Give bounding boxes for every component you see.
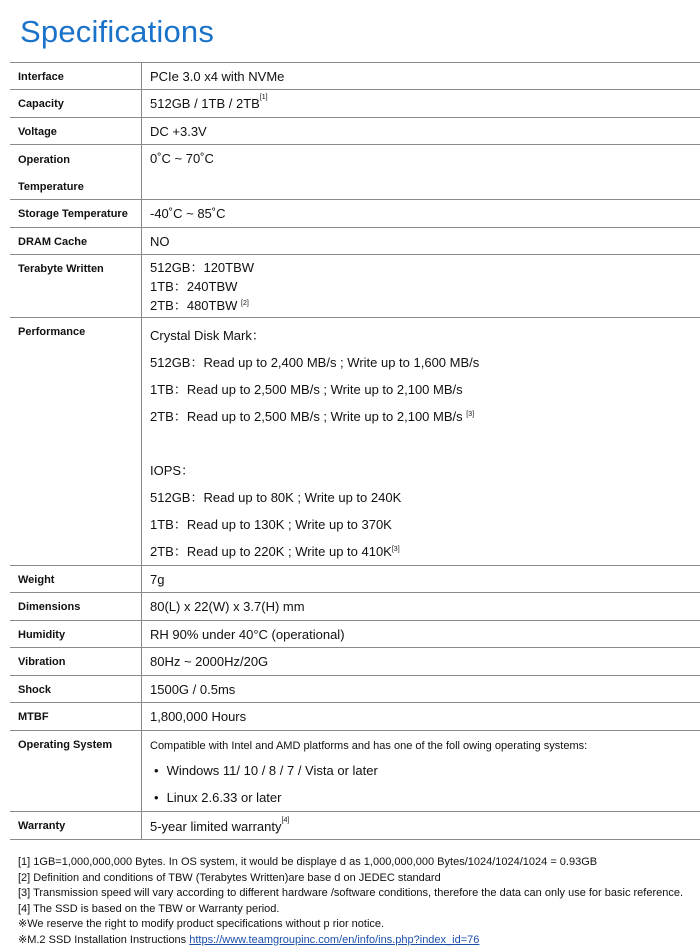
perf-line [150, 403, 700, 430]
spec-row-warranty [10, 812, 700, 840]
spec-value: 0˚C ~ 70˚C [142, 145, 700, 200]
spec-row-shock [10, 676, 700, 703]
spec-value [142, 255, 700, 318]
spec-value: DC +3.3V [142, 118, 700, 145]
footnote-ref: [3] [391, 546, 400, 553]
spec-value [142, 90, 700, 118]
spec-row-storage-temperature [10, 200, 700, 228]
page-title: Specifications [20, 14, 215, 49]
spec-label: DRAM Cache [10, 228, 142, 255]
footnotes [18, 855, 683, 948]
spec-value: PCIe 3.0 x4 with NVMe [142, 63, 700, 90]
spec-value: 1500G / 0.5ms [142, 676, 700, 703]
spec-row-operation-temperature [10, 145, 700, 200]
os-intro: Compatible with Intel and AMD platforms and has one of the foll owing operating systems: [150, 740, 588, 752]
perf-line: 512GB：Read up to 80K ; Write up to 240K [150, 490, 402, 505]
capacity-text: 512GB / 1TB / 2TB [150, 96, 260, 111]
tbw-line: 512GB：120TBW [150, 260, 255, 275]
os-list-item: • Linux 2.6.33 or later [150, 784, 700, 811]
spec-label: Terabyte Written [10, 255, 142, 318]
perf-line-text: 2TB：Read up to 2,500 MB/s ; Write up to 2,100 MB/s [150, 409, 463, 424]
spec-label [10, 145, 142, 200]
perf-line: 512GB：Read up to 2,400 MB/s ; Write up to 1,600 MB/s [150, 355, 480, 370]
spec-row-tbw [10, 255, 700, 318]
spec-label: Storage Temperature [10, 200, 142, 228]
footnote: [3] Transmission speed will vary according to different hardware /software conditions, therefore the data can only use for basic reference. [18, 887, 684, 899]
spacer [150, 430, 700, 457]
spec-label: Humidity [10, 621, 142, 648]
spec-value [142, 812, 700, 840]
tbw-line [150, 296, 700, 315]
spec-row-performance [10, 318, 700, 566]
spec-label: Vibration [10, 648, 142, 676]
spec-label: Warranty [10, 812, 142, 840]
spec-value: RH 90% under 40°C (operational) [142, 621, 700, 648]
footnote-ref: [1] [259, 94, 268, 101]
spec-row-humidity [10, 621, 700, 648]
perf-heading: IOPS： [150, 463, 195, 478]
spec-label: Performance [10, 318, 142, 566]
footnote-text: ※M.2 SSD Installation Instructions [18, 933, 190, 946]
spec-value: NO [142, 228, 700, 255]
spec-label: Capacity [10, 90, 142, 118]
spec-row-dimensions [10, 593, 700, 621]
footnote: [1] 1GB=1,000,000,000 Bytes. In OS system, it would be displaye d as 1,000,000,000 Bytes/1024/1024/1024 = 0.93GB [18, 856, 598, 868]
spec-value: 1,800,000 Hours [142, 703, 700, 731]
footnote-ref: [2] [241, 300, 249, 307]
warranty-text: 5-year limited warranty [150, 819, 282, 834]
spec-label: Interface [10, 63, 142, 90]
tbw-line: 1TB：240TBW [150, 279, 238, 294]
spec-row-interface [10, 63, 700, 90]
os-list-item: • Windows 11/ 10 / 8 / 7 / Vista or later [150, 757, 700, 784]
spec-label: Operating System [10, 731, 142, 812]
spec-label: Voltage [10, 118, 142, 145]
label-line: Operation [18, 154, 70, 166]
footnote: [2] Definition and conditions of TBW (Terabytes Written)are base d on JEDEC standard [18, 871, 441, 884]
spec-label: Dimensions [10, 593, 142, 621]
spec-row-mtbf [10, 703, 700, 731]
spec-value: -40˚C ~ 85˚C [142, 200, 700, 228]
spec-row-voltage [10, 118, 700, 145]
perf-line [150, 538, 700, 565]
spec-table [10, 62, 700, 840]
perf-line: 1TB：Read up to 130K ; Write up to 370K [150, 517, 392, 532]
footnote: [4] The SSD is based on the TBW or Warranty period. [18, 902, 280, 915]
spec-row-vibration [10, 648, 700, 676]
spec-label: Shock [10, 676, 142, 703]
perf-line-text: 2TB：Read up to 220K ; Write up to 410K [150, 544, 392, 559]
footnote-ref: [3] [466, 411, 475, 418]
spec-row-weight [10, 566, 700, 593]
spec-value: 80(L) x 22(W) x 3.7(H) mm [142, 593, 700, 621]
spec-row-dram [10, 228, 700, 255]
installation-instructions-link[interactable]: https://www.teamgroupinc.com/en/info/ins.php?index_id=76 [189, 933, 480, 946]
spec-label: MTBF [10, 703, 142, 731]
footnote: ※We reserve the right to modify product specifications without p rior notice. [18, 918, 385, 930]
spec-value [142, 731, 700, 812]
spec-label: Weight [10, 566, 142, 593]
spec-value: 80Hz ~ 2000Hz/20G [142, 648, 700, 676]
spec-value [142, 318, 700, 566]
label-line: Temperature [18, 181, 84, 193]
tbw-line-text: 2TB：480TBW [150, 298, 238, 313]
spec-row-operating-system [10, 731, 700, 812]
footnote-ref: [4] [281, 817, 290, 824]
footnote [18, 933, 683, 949]
spec-row-capacity [10, 90, 700, 118]
perf-line: 1TB：Read up to 2,500 MB/s ; Write up to 2,100 MB/s [150, 382, 463, 397]
spec-value: 7g [142, 566, 700, 593]
perf-heading: Crystal Disk Mark： [150, 328, 265, 343]
